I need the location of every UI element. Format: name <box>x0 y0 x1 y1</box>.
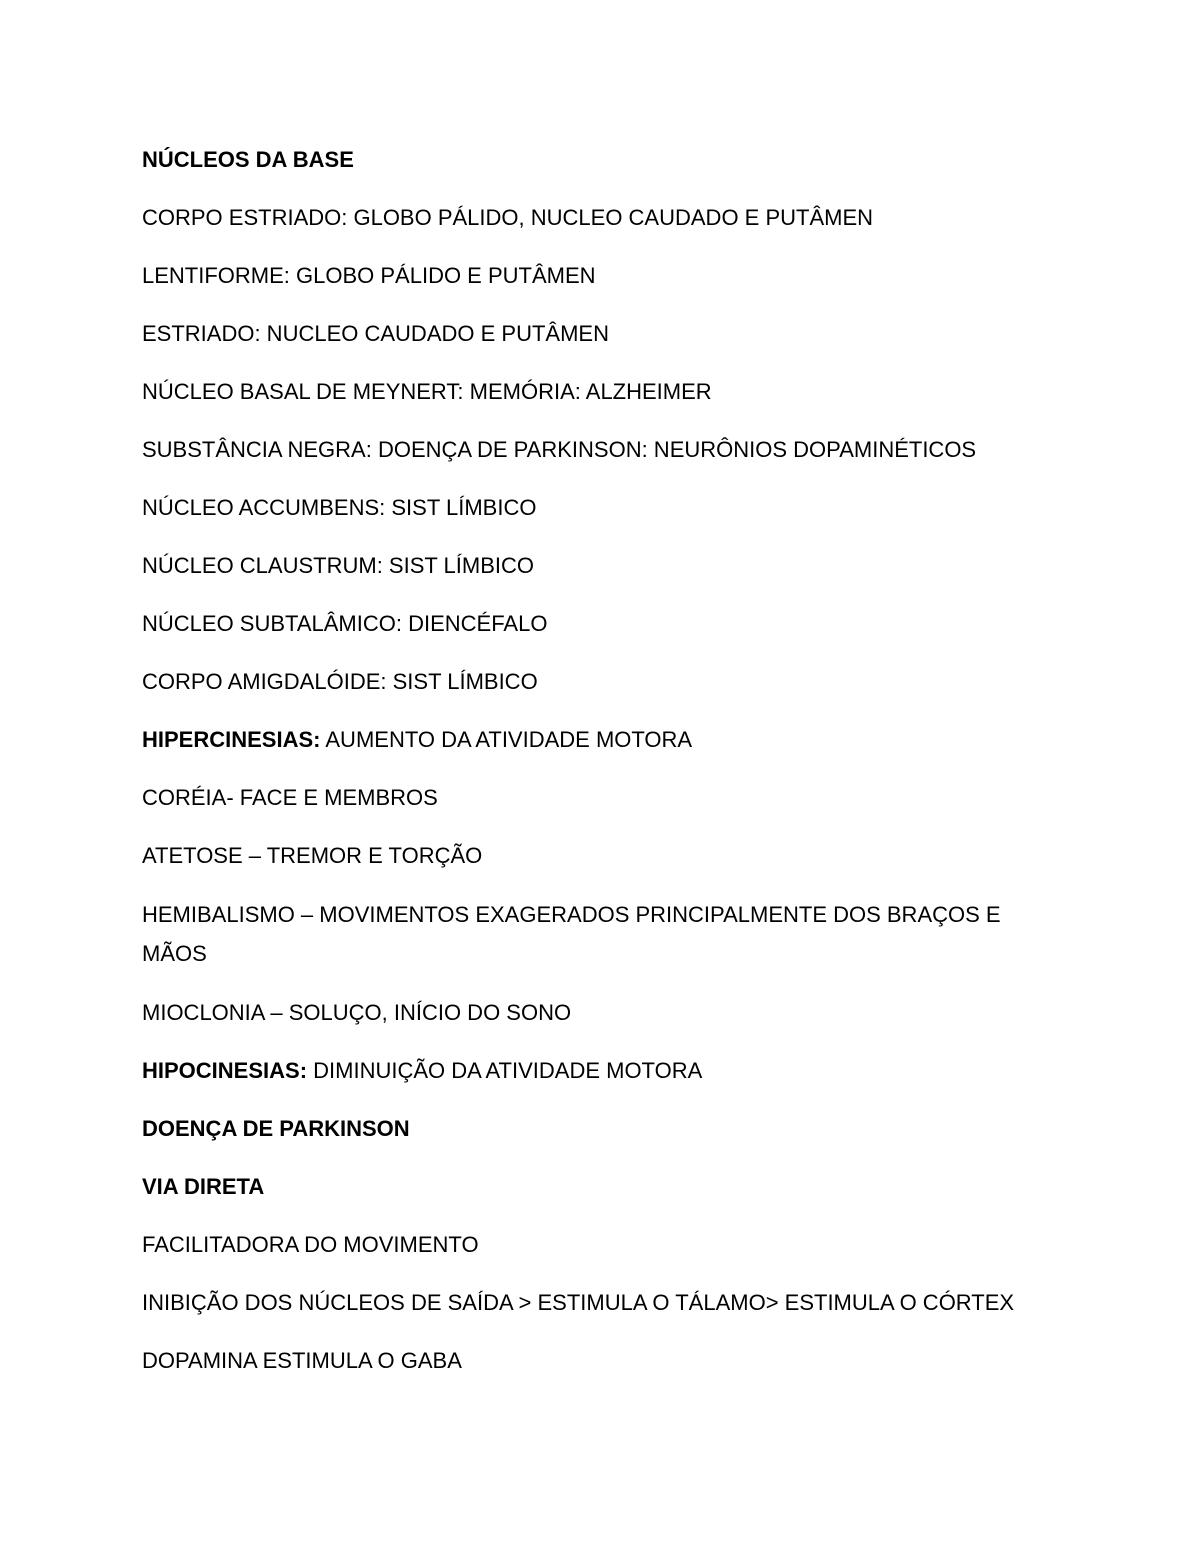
text-line <box>142 1289 1062 1317</box>
line-text: SUBSTÂNCIA NEGRA: DOENÇA DE PARKINSON: NEURÔNIOS DOPAMINÉTICOS <box>142 437 977 462</box>
text-line <box>142 610 1062 638</box>
text-line <box>142 1231 1062 1259</box>
text-line <box>142 1347 1062 1375</box>
line-bold: NÚCLEOS DA BASE <box>142 147 354 172</box>
heading-hipocinesias <box>142 1057 1062 1085</box>
text-line <box>142 552 1062 580</box>
line-text: CORPO ESTRIADO: GLOBO PÁLIDO, NUCLEO CAUDADO E PUTÂMEN <box>142 205 874 230</box>
line-text: DOPAMINA ESTIMULA O GABA <box>142 1348 462 1373</box>
line-bold: HIPERCINESIAS: <box>142 727 321 752</box>
heading-doenca-de-parkinson <box>142 1115 1062 1143</box>
text-line <box>142 204 1062 232</box>
line-bold: VIA DIRETA <box>142 1174 265 1199</box>
line-text: NÚCLEO CLAUSTRUM: SIST LÍMBICO <box>142 553 534 578</box>
heading-hipercinesias <box>142 726 1062 754</box>
line-text: HEMIBALISMO – MOVIMENTOS EXAGERADOS PRINCIPALMENTE DOS BRAÇOS E MÃOS <box>142 902 1001 966</box>
text-line <box>142 784 1062 812</box>
line-text: DIMINUIÇÃO DA ATIVIDADE MOTORA <box>307 1058 703 1083</box>
line-text: ATETOSE – TREMOR E TORÇÃO <box>142 843 483 868</box>
text-line-wrapped <box>142 895 1062 973</box>
text-line <box>142 842 1062 870</box>
line-text: NÚCLEO ACCUMBENS: SIST LÍMBICO <box>142 495 537 520</box>
heading-via-direta <box>142 1173 1062 1201</box>
text-line <box>142 262 1062 290</box>
line-text: AUMENTO DA ATIVIDADE MOTORA <box>320 727 693 752</box>
line-text: NÚCLEO SUBTALÂMICO: DIENCÉFALO <box>142 611 548 636</box>
line-text: INIBIÇÃO DOS NÚCLEOS DE SAÍDA > ESTIMULA O TÁLAMO> ESTIMULA O CÓRTEX <box>142 1290 1015 1315</box>
text-line <box>142 999 1062 1027</box>
line-text: FACILITADORA DO MOVIMENTO <box>142 1232 479 1257</box>
text-line <box>142 494 1062 522</box>
line-bold: HIPOCINESIAS: <box>142 1058 308 1083</box>
line-text: ESTRIADO: NUCLEO CAUDADO E PUTÂMEN <box>142 321 609 346</box>
text-line <box>142 436 1062 464</box>
text-line <box>142 668 1062 696</box>
line-text: MIOCLONIA – SOLUÇO, INÍCIO DO SONO <box>142 1000 572 1025</box>
line-text: CORPO AMIGDALÓIDE: SIST LÍMBICO <box>142 669 538 694</box>
document-body <box>142 146 1062 1405</box>
line-text: NÚCLEO BASAL DE MEYNERT: MEMÓRIA: ALZHEIMER <box>142 379 712 404</box>
text-line <box>142 378 1062 406</box>
line-text: CORÉIA- FACE E MEMBROS <box>142 785 438 810</box>
text-line <box>142 320 1062 348</box>
heading-nucleos-da-base <box>142 146 1062 174</box>
line-text: LENTIFORME: GLOBO PÁLIDO E PUTÂMEN <box>142 263 596 288</box>
line-bold: DOENÇA DE PARKINSON <box>142 1116 410 1141</box>
